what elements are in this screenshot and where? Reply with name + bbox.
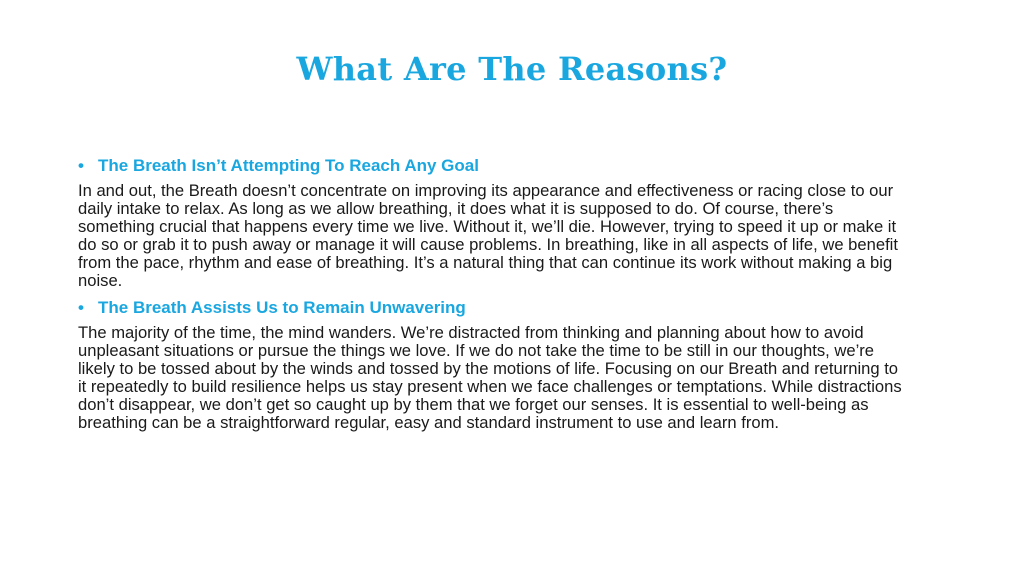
bullet-icon: • [78, 298, 84, 317]
bullet-heading-goal [78, 154, 908, 178]
bullet-icon: • [78, 156, 84, 175]
slide-title: What Are The Reasons? [296, 50, 728, 88]
paragraph-goal: In and out, the Breath doesn’t concentrate on improving its appearance and effectiveness or racing close to our daily intake to relax. As long as we allow breathing, it does what it is supposed to do. Of course, there’s something crucial that happens every time we live. Without it, we’ll die. However, trying to speed it up or make it do so or grab it to push away or manage it will cause problems. In breathing, like in all aspects of life, we benefit from the pace, rhythm and ease of breathing. It’s a natural thing that can continue its work without making a big noise. [78, 181, 898, 290]
paragraph-unwavering: The majority of the time, the mind wanders. We’re distracted from thinking and planning about how to avoid unpleasant situations or pursue the things we love. If we do not take the time to be still in our thoughts, we’re likely to be tossed about by the winds and tossed by the motions of life. Focusing on our Breath and returning to it repeatedly to build resilience helps us stay present when we face challenges or temptations. While distractions don’t disappear, we don’t get so caught up by them that we forget our senses. It is essential to well-being as breathing can be a straightforward regular, easy and standard instrument to use and learn from. [78, 323, 902, 432]
slide-content [78, 150, 908, 432]
bullet-heading-text: The Breath Assists Us to Remain Unwavering [98, 298, 466, 317]
bullet-heading-unwavering [78, 296, 908, 320]
bullet-heading-text: The Breath Isn’t Attempting To Reach Any Goal [98, 156, 479, 175]
